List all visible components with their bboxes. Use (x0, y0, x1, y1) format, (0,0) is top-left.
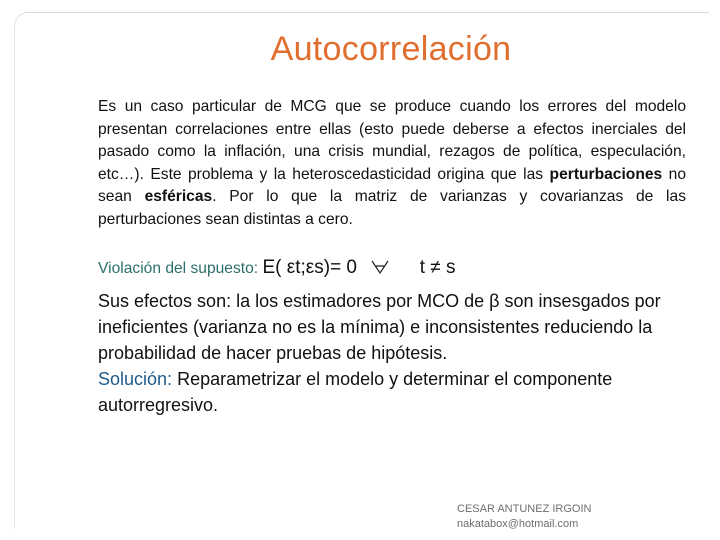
forall-icon (371, 260, 389, 274)
intro-text-3: . Por lo que la matriz de varianzas y covarianzas de las perturbaciones sean distintas a cero. (98, 188, 686, 228)
effects-paragraph: Sus efectos son: la los estimadores por MCO de β son insesgados por ineficientes (varianza no es la mínima) e inconsistentes reduciendo la probabilidad de hacer pruebas de hipótesis. (98, 291, 661, 363)
slide-title: Autocorrelación (270, 30, 512, 68)
intro-text-2: no sean (98, 165, 686, 206)
intro-paragraph (98, 96, 686, 232)
condition-t-neq-s: t ≠ s (419, 257, 456, 278)
violation-line (98, 257, 698, 279)
solution-paragraph (98, 366, 698, 418)
violation-label: Violación del supuesto: (98, 260, 259, 277)
intro-bold-perturbaciones: perturbaciones (549, 165, 663, 183)
formula-equals-zero: = 0 (330, 257, 358, 278)
solution-label: Solución: (98, 369, 173, 389)
solution-text: Reparametrizar el modelo y determinar el componente autorregresivo. (98, 369, 613, 415)
intro-text-1: Es un caso particular de MCG que se produce cuando los errores del modelo presentan correlaciones entre ellas (esto puede deberse a efectos inerciales del pasado como la inflación, una crisis mundial, rezagos de política, especulación, etc…). Este problema y la heteroscedasticidad origina que las (98, 98, 686, 183)
author-email: nakatabox@hotmail.com (457, 518, 579, 530)
covariance-formula: E( εt;εs) (262, 257, 331, 278)
intro-bold-esfericas: esféricas (144, 188, 213, 206)
author-block (457, 502, 591, 532)
author-name: CESAR ANTUNEZ IRGOIN (457, 503, 592, 515)
